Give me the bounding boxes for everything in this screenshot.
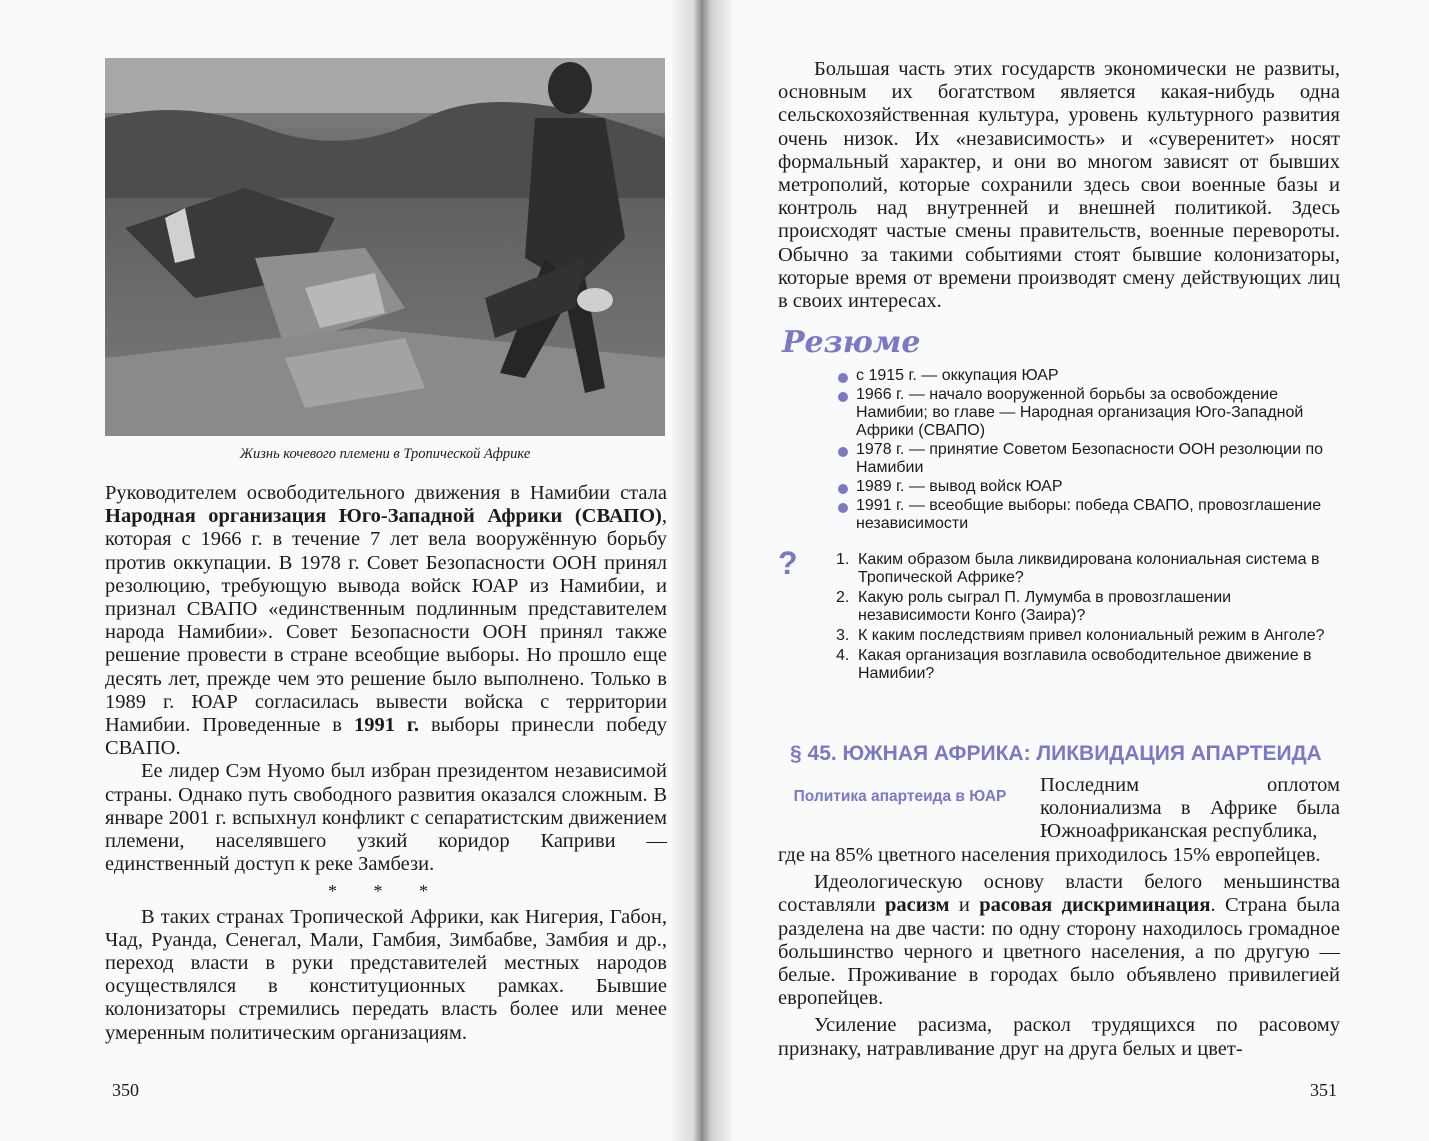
bullet-icon	[838, 373, 848, 383]
left-text-column	[105, 482, 667, 1045]
section-divider: * * *	[328, 881, 444, 902]
photo-nomadic-tribe	[105, 58, 665, 436]
section-title: § 45. ЮЖНАЯ АФРИКА: ЛИКВИДАЦИЯ АПАРТЕИДА	[790, 742, 1322, 765]
resume-item-text: с 1915 г. — оккупация ЮАР	[856, 367, 1059, 384]
question-number: 1.	[836, 551, 850, 568]
question-number: 3.	[836, 627, 850, 644]
bullet-icon	[838, 392, 848, 402]
photo-image	[105, 58, 665, 436]
paragraph-wrap-top	[1040, 774, 1340, 844]
paragraph-racism: Усиление расизма, раскол трудящихся по расовому признаку, натравливание друг на друга белых и цвет-	[778, 1014, 1340, 1060]
page-number-right: 351	[1310, 1080, 1337, 1100]
bold-term-svapo: Народная организация Юго-Западной Африки (СВАПО)	[105, 505, 662, 528]
question-number: 4.	[836, 647, 850, 664]
bold-term-1991: 1991 г.	[353, 714, 420, 737]
resume-item	[838, 478, 1338, 496]
resume-item-text: 1966 г. — начало вооруженной борьбы за освобождение Намибии; во главе — Народная организация Юго-Западной Африки (СВАПО)	[856, 386, 1304, 439]
resume-item-text: 1991 г. — всеобщие выборы: победа СВАПО, провозглашение независимости	[856, 497, 1322, 532]
bullet-icon	[838, 503, 848, 513]
bold-term-discrimination: расовая дискриминация	[979, 894, 1211, 917]
text-span: Идеологическую основу власти белого меньшинства составляли	[778, 871, 1340, 917]
paragraph-tropical-countries: В таких странах Тропической Африки, как Нигерия, Габон, Чад, Руанда, Сенегал, Мали, Гамбия, Зимбабве, Замбия и др., переход власти в руки представителей местных народов осуществлялся в конституционных рамках. Бывшие колонизаторы стремились передать власть более или менее умеренным политическим организациям.	[105, 905, 667, 1044]
resume-list	[838, 367, 1338, 534]
left-page	[0, 0, 705, 1141]
right-text-column-bottom	[778, 844, 1340, 1061]
question-number: 2.	[836, 589, 850, 606]
text-span: Руководителем освободительного движения в Намибии стала	[105, 482, 667, 504]
questions-list	[836, 551, 1341, 685]
question-item	[836, 589, 1341, 625]
question-text: Какую роль сыграл П. Лумумба в провозглашении независимости Конго (Заира)?	[858, 589, 1232, 624]
bullet-icon	[838, 447, 848, 457]
paragraph-last-bastion-part2: где на 85% цветного населения приходилось 15% европейцев.	[778, 844, 1321, 866]
text-span: выборы принесли победу СВАПО.	[105, 714, 667, 760]
subheading-apartheid: Политика апартеида в ЮАР	[793, 788, 1007, 805]
text-span: , которая с 1966 г. в течение 7 лет вела вооружённую борьбу против оккупации. В 1978 г. Совет Безопасности ООН принял резолюцию, требующую вывода войск ЮАР из Намибии, и признал СВАПО «единственным подлинным представителем народа Намибии». Совет Безопасности ООН принял также решение провести в стране всеобщие выборы. Но прошло еще десять лет, прежде чем это решение было выполнено. Только в 1989 г. ЮАР согласилась вывести войска с территории Намибии. Проведенные в	[105, 505, 667, 737]
text-span: и	[949, 894, 980, 917]
question-text: К каким последствиям привел колониальный режим в Анголе?	[858, 627, 1325, 644]
bold-term-racism: расизм	[884, 894, 950, 917]
paragraph-namibia	[105, 482, 667, 760]
resume-item	[838, 367, 1338, 385]
resume-item-text: 1978 г. — принятие Советом Безопасности ООН резолюции по Намибии	[856, 441, 1324, 476]
page-number-left: 350	[112, 1080, 139, 1100]
text-span: . Страна была разделена на две части: по одну сторону находилось громадное большинство черного и цветного населения, а по другую — белые. Проживание в городах было объявлено привилегией европейцев.	[778, 894, 1340, 1010]
paragraph-economy: Большая часть этих государств экономически не развиты, основным их богатством является какая-нибудь одна сельскохозяйственная культура, уровень культурного развития очень низок. Их «независимость» и «суверенитет» носят формальный характер, и они во многом зависят от бывших метрополий, которые сохранили здесь свои военные базы и контроль над внутренней и внешней политикой. Здесь происходят частые смены правительств, военные перевороты. Обычно за такими событиями стоят бывшие колонизаторы, которые время от времени производят смену действующих лиц в своих интересах.	[778, 58, 1340, 313]
photo-caption: Жизнь кочевого племени в Тропической Африке	[239, 446, 531, 462]
question-item	[836, 551, 1341, 587]
paragraph-ideology	[778, 871, 1340, 1010]
book-gutter	[672, 0, 732, 1141]
bullet-icon	[838, 484, 848, 494]
question-mark-icon: ?	[778, 545, 798, 581]
right-text-column-top	[778, 58, 1340, 313]
paragraph-last-bastion-part1: Последним оплотом колониализма в Африке была Южноафриканская республика,	[1040, 774, 1340, 843]
resume-item	[838, 497, 1338, 533]
question-text: Какая организация возглавила освободительное движение в Намибии?	[858, 647, 1312, 682]
question-item	[836, 647, 1341, 683]
resume-item-text: 1989 г. — вывод войск ЮАР	[856, 478, 1063, 495]
resume-item	[838, 386, 1338, 440]
question-text: Каким образом была ликвидирована колониальная система в Тропической Африке?	[858, 551, 1320, 586]
resume-heading: Резюме	[782, 325, 921, 360]
resume-item	[838, 441, 1338, 477]
question-item	[836, 627, 1341, 645]
paragraph-nuomo: Ее лидер Сэм Нуомо был избран президентом независимой страны. Однако путь свободного развития оказался сложным. В январе 2001 г. вспыхнул конфликт с сепаратистским движением племени, населявшего узкий коридор Каприви — единственный доступ к реке Замбези.	[105, 760, 667, 876]
